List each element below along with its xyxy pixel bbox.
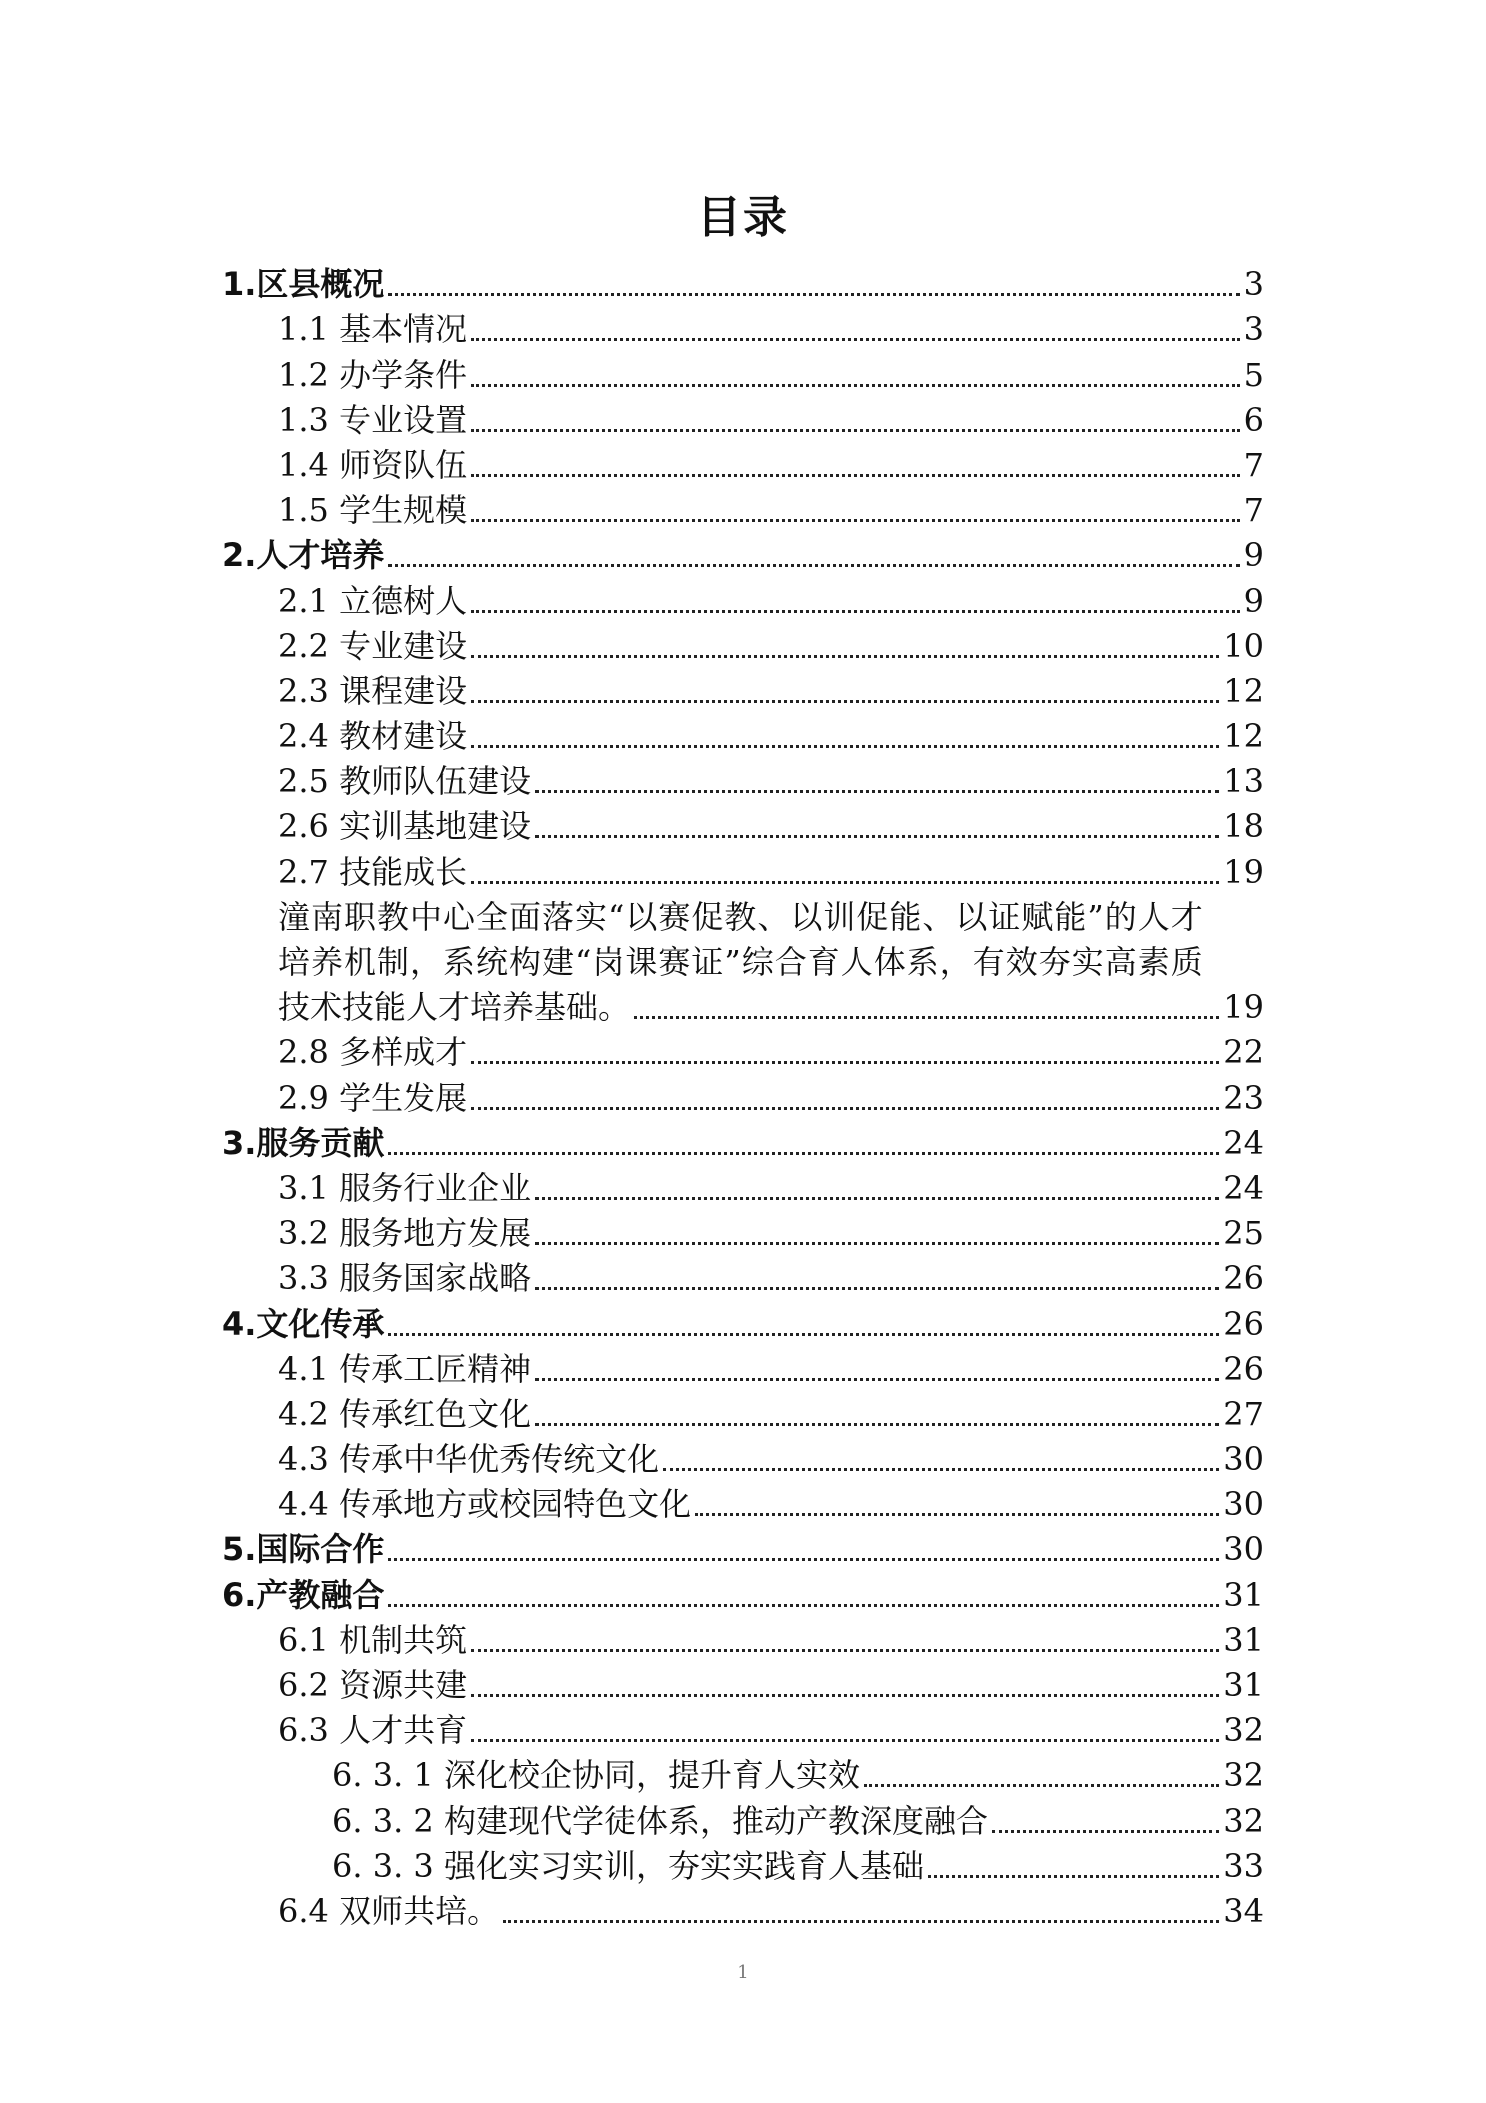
entry-page-number: 34 [1223, 1891, 1264, 1930]
entry-label: 2.人才培养 [222, 536, 385, 575]
dot-leader [471, 429, 1240, 432]
toc-entry-level-2[interactable] [222, 714, 1264, 759]
entry-label: 4.文化传承 [222, 1304, 385, 1343]
toc-entry-level-3[interactable] [222, 1844, 1264, 1889]
entry-label: 2.3 课程建设 [278, 671, 468, 710]
entry-label: 3.服务贡献 [222, 1123, 385, 1162]
paragraph-line: 潼南职教中心全面落实“以赛促教、以训促能、以证赋能”的人才 [278, 897, 1204, 936]
entry-label: 1.2 办学条件 [278, 355, 468, 394]
toc-entry-level-2[interactable] [222, 1211, 1264, 1256]
entry-page-number: 31 [1223, 1666, 1264, 1704]
toc-entry-level-2[interactable] [222, 307, 1264, 352]
paragraph-line: 技术技能人才培养基础。 [278, 987, 631, 1026]
dot-leader [471, 745, 1219, 748]
entry-page-number: 12 [1223, 671, 1264, 710]
toc-entry-level-2[interactable] [222, 1663, 1264, 1708]
dot-leader [471, 610, 1240, 613]
entry-label: 2.5 教师队伍建设 [278, 762, 532, 801]
paragraph-line-last [278, 985, 1264, 1030]
entry-page-number: 30 [1223, 1440, 1264, 1479]
dot-leader [535, 1423, 1219, 1426]
entry-page-number: 30 [1223, 1485, 1264, 1524]
toc-entry-level-2[interactable] [222, 1030, 1264, 1075]
entry-label: 4.3 传承中华优秀传统文化 [278, 1440, 660, 1479]
dot-leader [388, 1333, 1219, 1336]
dot-leader [471, 338, 1240, 341]
entry-page-number: 10 [1223, 626, 1264, 665]
toc-entry-level-1[interactable] [222, 262, 1264, 307]
entry-label: 2.6 实训基地建设 [278, 807, 532, 846]
entry-label: 1.1 基本情况 [278, 310, 468, 349]
dot-leader [471, 1107, 1219, 1110]
dot-leader [388, 1558, 1219, 1561]
entry-label: 2.2 专业建设 [278, 626, 468, 665]
dot-leader [388, 293, 1239, 296]
dot-leader [471, 1061, 1219, 1064]
entry-page-number: 5 [1243, 355, 1264, 394]
toc-entry-level-2[interactable] [222, 1347, 1264, 1392]
dot-leader [535, 1287, 1219, 1290]
entry-page-number: 6 [1243, 400, 1264, 439]
entry-label: 4.1 传承工匠精神 [278, 1349, 532, 1388]
toc-entry-level-2[interactable] [222, 1708, 1264, 1753]
dot-leader [388, 564, 1239, 567]
toc-entries-before [222, 262, 1264, 895]
entry-page-number: 26 [1223, 1349, 1264, 1388]
entry-page-number: 26 [1223, 1259, 1264, 1298]
entry-label: 6. 3. 1 深化校企协同，提升育人实效 [332, 1756, 860, 1795]
entry-page-number: 31 [1223, 1620, 1264, 1659]
entry-label: 3.1 服务行业企业 [278, 1168, 532, 1207]
toc-entry-level-2[interactable] [222, 1166, 1264, 1211]
entry-page-number: 24 [1223, 1168, 1264, 1207]
entry-label: 6.4 双师共培。 [278, 1891, 500, 1930]
dot-leader [663, 1468, 1219, 1471]
entry-label: 6. 3. 2 构建现代学徒体系，推动产教深度融合 [332, 1801, 988, 1840]
entry-page-number: 19 [1223, 987, 1264, 1026]
entry-label: 6.1 机制共筑 [278, 1620, 468, 1659]
dot-leader [535, 1242, 1219, 1245]
entry-page-number: 19 [1223, 852, 1264, 891]
entry-page-number: 9 [1243, 536, 1264, 575]
dot-leader [471, 474, 1240, 477]
dot-leader [503, 1920, 1219, 1923]
toc-entry-level-1[interactable] [222, 533, 1264, 578]
toc-entry-level-2[interactable] [222, 352, 1264, 397]
dot-leader [471, 1694, 1219, 1697]
dot-leader [864, 1784, 1219, 1787]
entry-page-number: 24 [1223, 1123, 1264, 1162]
toc-entry-level-2[interactable] [222, 578, 1264, 623]
toc-entry-level-2[interactable] [222, 443, 1264, 488]
entry-page-number: 13 [1223, 762, 1264, 801]
toc-entry-level-2[interactable] [222, 849, 1264, 894]
entry-label: 2.8 多样成才 [278, 1033, 468, 1072]
toc-entry-level-1[interactable] [222, 1301, 1264, 1346]
toc-entries-after [222, 1030, 1264, 1934]
table-of-contents [222, 262, 1264, 1934]
dot-leader [535, 1197, 1219, 1200]
dot-leader [535, 790, 1219, 793]
dot-leader [535, 835, 1219, 838]
entry-page-number: 7 [1243, 445, 1264, 484]
entry-page-number: 26 [1223, 1304, 1264, 1343]
dot-leader [634, 1016, 1219, 1019]
entry-page-number: 7 [1243, 491, 1264, 530]
entry-label: 2.1 立德树人 [278, 581, 468, 620]
entry-label: 6.3 人才共育 [278, 1711, 468, 1750]
dot-leader [992, 1830, 1219, 1833]
dot-leader [388, 1604, 1219, 1607]
toc-entry-level-2[interactable] [222, 1256, 1264, 1301]
dot-leader [535, 1378, 1219, 1381]
entry-page-number: 32 [1223, 1801, 1264, 1840]
toc-entry-level-2[interactable] [222, 1482, 1264, 1527]
toc-entry-level-2[interactable] [222, 669, 1264, 714]
dot-leader [471, 384, 1240, 387]
dot-leader [471, 1739, 1219, 1742]
entry-label: 3.3 服务国家战略 [278, 1259, 532, 1298]
page-number: 1 [737, 1962, 749, 1983]
dot-leader [471, 655, 1219, 658]
toc-entry-level-3[interactable] [222, 1798, 1264, 1843]
toc-entry-level-1[interactable] [222, 1527, 1264, 1572]
entry-label: 1.4 师资队伍 [278, 445, 468, 484]
toc-entry-level-2[interactable] [222, 804, 1264, 849]
toc-entry-level-2[interactable] [222, 1889, 1264, 1934]
toc-entry-level-2[interactable] [222, 398, 1264, 443]
entry-page-number: 12 [1223, 717, 1264, 756]
paragraph-line: 培养机制，系统构建“岗课赛证”综合育人体系，有效夯实高素质 [278, 942, 1204, 981]
entry-label: 5.国际合作 [222, 1530, 385, 1569]
entry-label: 3.2 服务地方发展 [278, 1214, 532, 1253]
entry-page-number: 9 [1243, 581, 1264, 620]
dot-leader [471, 881, 1219, 884]
entry-page-number: 30 [1223, 1530, 1264, 1569]
entry-label: 2.4 教材建设 [278, 717, 468, 756]
dot-leader [471, 700, 1219, 703]
entry-label: 4.2 传承红色文化 [278, 1394, 532, 1433]
dot-leader [928, 1875, 1219, 1878]
entry-page-number: 31 [1223, 1575, 1264, 1614]
entry-page-number: 32 [1223, 1711, 1264, 1750]
entry-label: 4.4 传承地方或校园特色文化 [278, 1485, 692, 1524]
entry-page-number: 33 [1223, 1846, 1264, 1885]
toc-paragraph-entry[interactable] [222, 895, 1264, 1031]
entry-page-number: 22 [1223, 1033, 1264, 1072]
toc-entry-level-2[interactable] [222, 1075, 1264, 1120]
toc-entry-level-2[interactable] [222, 1618, 1264, 1663]
toc-entry-level-3[interactable] [222, 1753, 1264, 1798]
entry-page-number: 32 [1223, 1756, 1264, 1795]
entry-page-number: 27 [1223, 1394, 1264, 1433]
dot-leader [471, 1649, 1219, 1652]
toc-entry-level-2[interactable] [222, 759, 1264, 804]
toc-entry-level-1[interactable] [222, 1572, 1264, 1617]
toc-entry-level-2[interactable] [222, 1437, 1264, 1482]
entry-label: 6. 3. 3 强化实习实训，夯实实践育人基础 [332, 1846, 924, 1885]
entry-label: 6.2 资源共建 [278, 1666, 468, 1704]
page-title: 目录 [697, 192, 789, 243]
entry-label: 1.5 学生规模 [278, 491, 468, 530]
toc-entry-level-2[interactable] [222, 624, 1264, 669]
entry-page-number: 23 [1223, 1078, 1264, 1117]
dot-leader [695, 1513, 1219, 1516]
toc-entry-level-1[interactable] [222, 1121, 1264, 1166]
entry-label: 2.7 技能成长 [278, 852, 468, 891]
dot-leader [471, 519, 1240, 522]
entry-page-number: 25 [1223, 1214, 1264, 1253]
entry-label: 2.9 学生发展 [278, 1078, 468, 1117]
entry-page-number: 3 [1243, 265, 1264, 304]
entry-page-number: 3 [1243, 310, 1264, 349]
entry-label: 6.产教融合 [222, 1575, 385, 1614]
toc-entry-level-2[interactable] [222, 488, 1264, 533]
entry-page-number: 18 [1223, 807, 1264, 846]
dot-leader [388, 1152, 1219, 1155]
entry-label: 1.3 专业设置 [278, 400, 468, 439]
toc-entry-level-2[interactable] [222, 1392, 1264, 1437]
entry-label: 1.区县概况 [222, 265, 385, 304]
